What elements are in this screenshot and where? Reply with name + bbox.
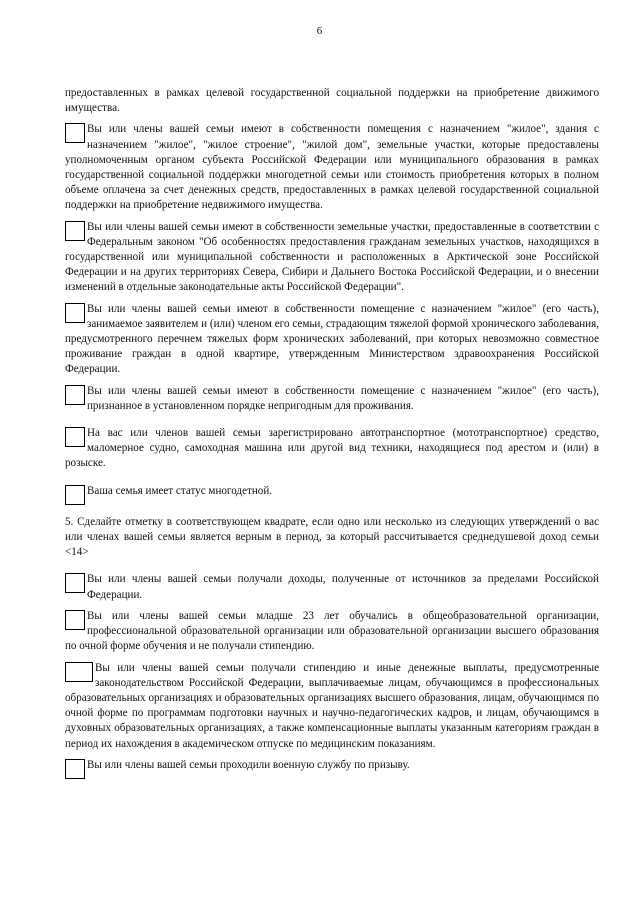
statement-text: Вы или члены вашей семьи младше 23 лет обучались в общеобразовательной организации, профессиональной образовательной организации или образовательной организации высшего образования по очной форме обучения и не получали стипендию. (65, 609, 599, 653)
statement-unfit-housing (65, 384, 599, 414)
statement-chronic-disease-housing (65, 302, 599, 378)
statement-text: На вас или членов вашей семьи зарегистрировано автотранспортное (мототранспортное) средство, маломерное судно, самоходная машина или другой вид техники, находящиеся под арестом и (или) в розыске. (65, 427, 599, 470)
checkbox[interactable] (65, 573, 85, 593)
intro-paragraph: предоставленных в рамках целевой государственной социальной поддержки на приобретение движимого имущества. (65, 87, 599, 115)
statement-stipend-payments (65, 661, 599, 752)
checkbox[interactable] (65, 123, 85, 143)
checkbox[interactable] (65, 385, 85, 405)
statement-large-family (65, 484, 599, 499)
document-body (65, 86, 599, 779)
page-number: 6 (316, 25, 323, 37)
checkbox[interactable] (65, 662, 93, 682)
checkbox[interactable] (65, 303, 85, 323)
checkbox[interactable] (65, 221, 85, 241)
statement-text: Вы или члены вашей семьи получали доходы, полученные от источников за пределами Российской Федерации. (87, 573, 599, 601)
statement-military-service (65, 758, 599, 773)
section5-heading: 5. Сделайте отметку в соответствующем квадрате, если одно или несколько из следующих утверждений о вас или членах вашей семьи является верным в период, за который рассчитывается среднедушевой доход семьи <14> (65, 515, 599, 559)
statement-text: Вы или члены вашей семьи имеют в собственности помещения с назначением "жилое", здания с назначением "жилое", "жилое строение", "жилой дом", земельные участки, которые предоставлены уполномоченным органом субъекта Российской Федерации или муниципального образования в рамках государственной социальной поддержки многодетной семьи или стоимость приобретения которых в полном объеме оплачена за счет денежных средств, предоставленных в рамках целевой государственной социальной поддержки на приобретение недвижимого имущества. (65, 123, 599, 212)
statement-text: Вы или члены вашей семьи проходили военную службу по призыву. (87, 758, 410, 771)
checkbox[interactable] (65, 759, 85, 779)
statement-land-plots-arctic (65, 220, 599, 296)
checkbox[interactable] (65, 427, 85, 447)
statement-text: Вы или члены вашей семьи имеют в собственности земельные участки, предоставленные в соответствии с Федеральным законом "Об особенностях предоставления гражданам земельных участков, находящихся в государственной или муниципальной собственности и расположенных в Арктической зоне Российской Федерации и на других территориях Севера, Сибири и Дальнего Востока Российской Федерации, и о внесении изменений в отдельные законодательные акты Российской Федерации". (65, 220, 599, 294)
statement-vehicle-arrest (65, 426, 599, 472)
statement-foreign-income (65, 572, 599, 602)
checkbox[interactable] (65, 610, 85, 630)
statement-text: Вы или члены вашей семьи получали стипендию и иные денежные выплаты, предусмотренные законодательством Российской Федерации, выплачиваемые лицам, обучающимся в профессиональных образовательных организациях и образовательных организациях высшего образования, лицам, обучающимся по очной форме по программам подготовки научных и научно-педагогических кадров, и лицам, обучающимся в духовных образовательных организациях, а также компенсационные выплаты указанным категориям граждан в период их нахождения в академическом отпуске по медицинским показаниям. (65, 661, 599, 750)
statement-students-no-stipend (65, 609, 599, 655)
statement-text: Ваша семья имеет статус многодетной. (87, 484, 273, 497)
statement-residential-property-support (65, 122, 599, 213)
checkbox[interactable] (65, 485, 85, 505)
statement-text: Вы или члены вашей семьи имеют в собственности помещение с назначением "жилое" (его часть), занимаемое заявителем и (или) членом его семьи, страдающим тяжелой формой хронического заболевания, предусмотренного перечнем тяжелых форм хронических заболеваний, при которых невозможно совместное проживание граждан в одной квартире, утвержденным Министерством здравоохранения Российской Федерации. (65, 302, 599, 376)
statement-text: Вы или члены вашей семьи имеют в собственности помещение с назначением "жилое" (его часть), признанное в установленном порядке непригодным для проживания. (87, 384, 599, 412)
